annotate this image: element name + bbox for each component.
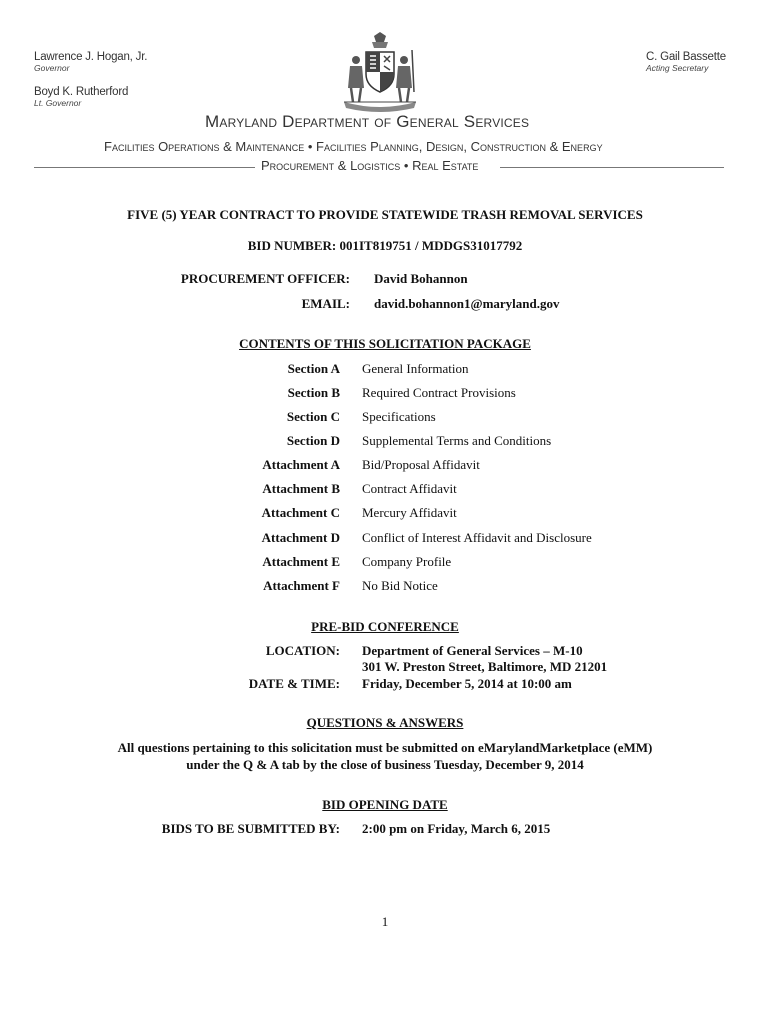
contents-item-label: Section D	[286, 433, 340, 448]
prebid-location-line2: 301 W. Preston Street, Baltimore, MD 21201	[362, 659, 608, 674]
qa-heading: QUESTIONS & ANSWERS	[306, 715, 464, 730]
contents-item-value: Contract Affidavit	[362, 481, 457, 496]
email-label: EMAIL:	[301, 296, 350, 311]
contents-item-label: Section C	[286, 409, 340, 424]
lt-governor-title: Lt. Governor	[34, 98, 82, 108]
prebid-location-label: LOCATION:	[265, 643, 340, 658]
contents-item-value: General Information	[362, 361, 469, 376]
department-divisions-2: Procurement & Logistics • Real Estate	[261, 158, 479, 173]
email-value[interactable]: david.bohannon1@maryland.gov	[374, 296, 560, 311]
prebid-datetime-label: DATE & TIME:	[248, 676, 340, 691]
contents-item-label: Attachment E	[262, 554, 340, 569]
contents-item-value: Required Contract Provisions	[362, 385, 516, 400]
maryland-seal-icon	[334, 30, 426, 112]
contents-item-label: Attachment D	[261, 530, 340, 545]
letterhead-rule-left	[34, 167, 255, 168]
prebid-datetime-value: Friday, December 5, 2014 at 10:00 am	[362, 676, 572, 691]
department-name: Maryland Department of General Services	[205, 112, 530, 131]
contents-item-value: Conflict of Interest Affidavit and Disclosure	[362, 530, 592, 545]
contents-item-value: Mercury Affidavit	[362, 505, 457, 520]
contents-item-label: Section A	[287, 361, 340, 376]
department-divisions: Facilities Operations & Maintenance • Facilities Planning, Design, Construction & Energy	[104, 139, 603, 154]
governor-title: Governor	[34, 63, 70, 73]
contents-item-label: Section B	[287, 385, 340, 400]
contents-item-value: No Bid Notice	[362, 578, 438, 593]
governor-block	[34, 51, 147, 73]
contents-item-value: Specifications	[362, 409, 436, 424]
page-number: 1	[381, 914, 389, 929]
qa-text-line1: All questions pertaining to this solicitation must be submitted on eMarylandMarketplace (eMM)	[117, 740, 653, 755]
secretary-block	[646, 51, 726, 73]
contents-item-value: Supplemental Terms and Conditions	[362, 433, 552, 448]
letterhead-rule-right	[500, 167, 724, 168]
governor-name: Lawrence J. Hogan, Jr.	[34, 51, 148, 63]
contents-item-value: Company Profile	[362, 554, 452, 569]
document-title: FIVE (5) YEAR CONTRACT TO PROVIDE STATEWIDE TRASH REMOVAL SERVICES	[127, 207, 643, 222]
prebid-heading: PRE-BID CONFERENCE	[311, 619, 459, 634]
secretary-name: C. Gail Bassette	[646, 51, 726, 63]
prebid-location-line1: Department of General Services – M-10	[362, 643, 583, 658]
officer-label: PROCUREMENT OFFICER:	[180, 271, 350, 286]
bid-number: BID NUMBER: 001IT819751 / MDDGS31017792	[247, 238, 523, 253]
contents-item-label: Attachment B	[262, 481, 340, 496]
qa-text-line2: under the Q & A tab by the close of business Tuesday, December 9, 2014	[186, 757, 584, 772]
lt-governor-block	[34, 86, 128, 108]
contents-item-label: Attachment A	[262, 457, 340, 472]
bid-opening-value: 2:00 pm on Friday, March 6, 2015	[362, 821, 551, 836]
officer-name: David Bohannon	[374, 271, 468, 286]
contents-item-label: Attachment C	[261, 505, 340, 520]
bid-opening-heading: BID OPENING DATE	[322, 797, 448, 812]
bid-opening-label: BIDS TO BE SUBMITTED BY:	[161, 821, 340, 836]
secretary-title: Acting Secretary	[646, 63, 709, 73]
lt-governor-name: Boyd K. Rutherford	[34, 86, 129, 98]
contents-heading: CONTENTS OF THIS SOLICITATION PACKAGE	[239, 336, 531, 351]
contents-item-value: Bid/Proposal Affidavit	[362, 457, 480, 472]
contents-item-label: Attachment F	[263, 578, 340, 593]
